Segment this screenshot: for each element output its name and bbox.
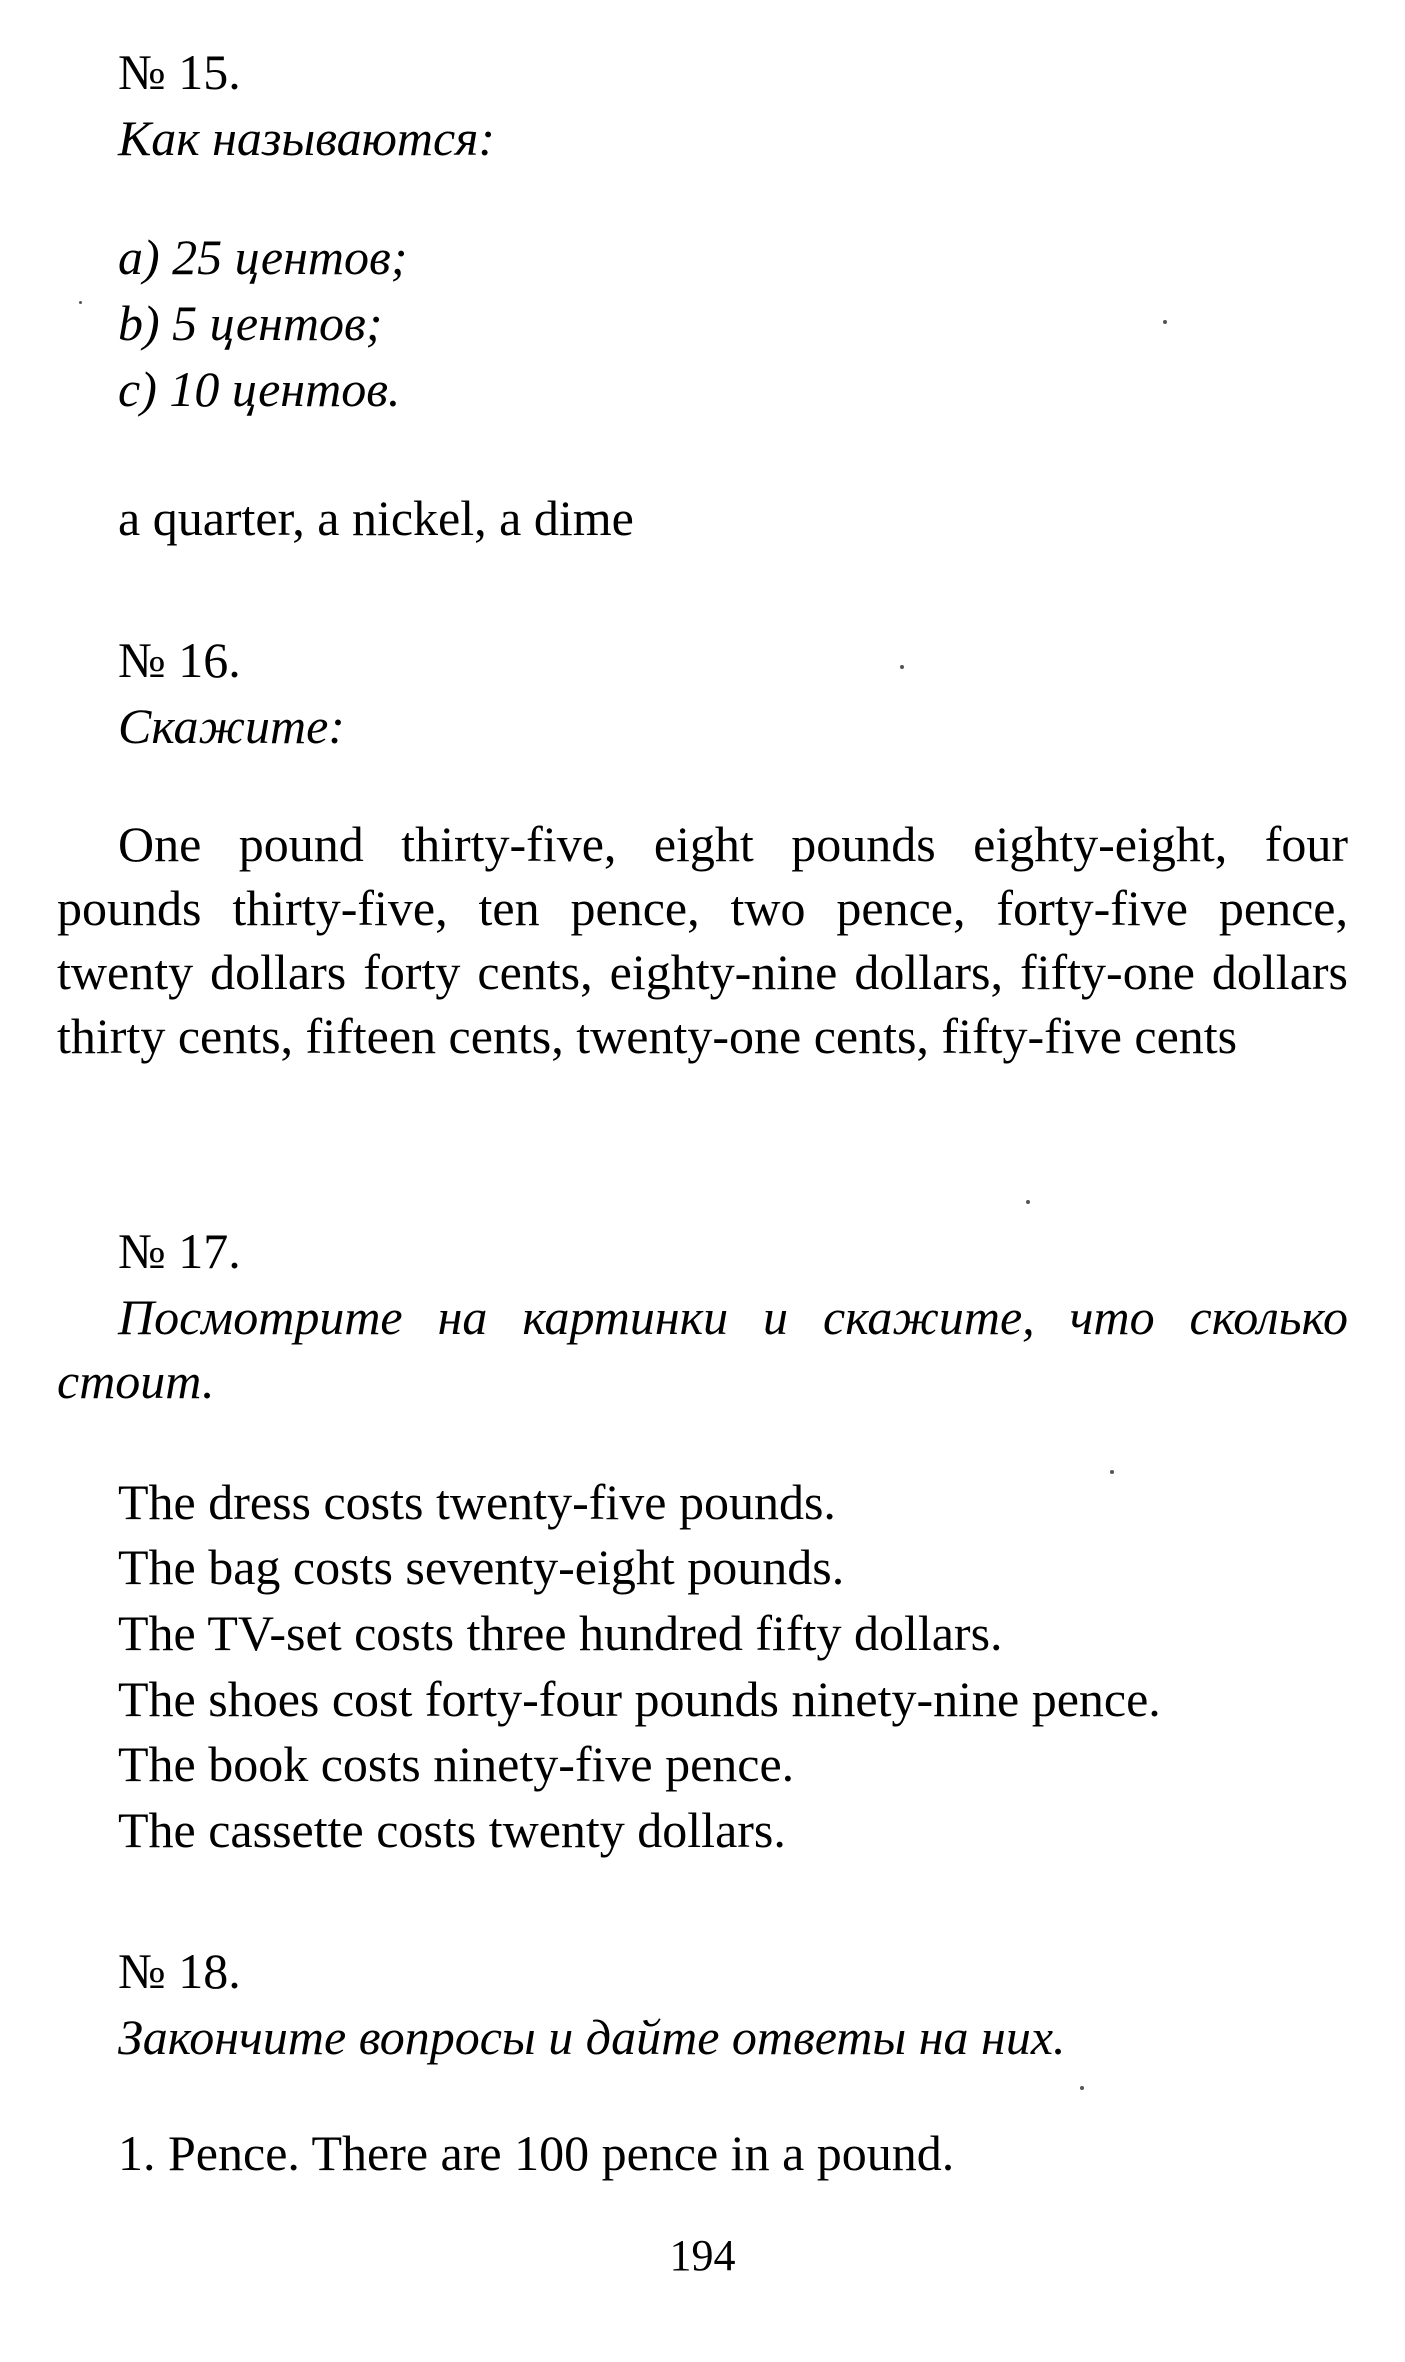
exercise-15-item: b) 5 центов;	[118, 295, 383, 351]
exercise-17-number: № 17.	[118, 1223, 241, 1279]
exercise-17-instruction: Посмотрите на картинки и скажите, что сколько стоит.	[57, 1289, 1348, 1409]
exercise-17-answer: The shoes cost forty-four pounds ninety-nine pence.	[118, 1671, 1161, 1727]
exercise-15-answer: a quarter, a nickel, a dime	[118, 490, 634, 546]
exercise-16-number: № 16.	[118, 632, 241, 688]
scan-speck	[1163, 320, 1167, 324]
scan-speck	[1080, 2086, 1084, 2090]
exercise-17-answer: The bag costs seventy-eight pounds.	[118, 1539, 845, 1595]
exercise-15-number: № 15.	[118, 44, 241, 100]
exercise-15-instruction: Как называются:	[118, 110, 496, 166]
exercise-17-answer: The dress costs twenty-five pounds.	[118, 1474, 836, 1530]
exercise-17-answer: The TV-set costs three hundred fifty dollars.	[118, 1605, 1003, 1661]
exercise-18-answer: 1. Pence. There are 100 pence in a pound.	[118, 2125, 955, 2181]
exercise-18-number: № 18.	[118, 1943, 241, 1999]
exercise-15-item: a) 25 центов;	[118, 229, 408, 285]
page-number: 194	[669, 2231, 736, 2280]
exercise-16-instruction: Скажите:	[118, 698, 345, 754]
scan-speck	[900, 665, 904, 669]
exercise-16-answer: One pound thirty-five, eight pounds eighty-eight, four pounds thirty-five, ten pence, two pence, forty-five pence, twenty dollars forty cents, eighty-nine dollars, fifty-one dollars thirty cents, fifteen cents, twenty-one cents, fifty-five cents	[57, 816, 1348, 1064]
exercise-18-instruction: Закончите вопросы и дайте ответы на них.	[118, 2009, 1066, 2065]
scan-speck	[1110, 1470, 1114, 1474]
scan-speck	[79, 301, 82, 304]
exercise-17-answer: The book costs ninety-five pence.	[118, 1736, 795, 1792]
scan-speck	[1026, 1200, 1030, 1204]
exercise-17-answer: The cassette costs twenty dollars.	[118, 1802, 786, 1858]
exercise-15-item: c) 10 центов.	[118, 361, 401, 417]
